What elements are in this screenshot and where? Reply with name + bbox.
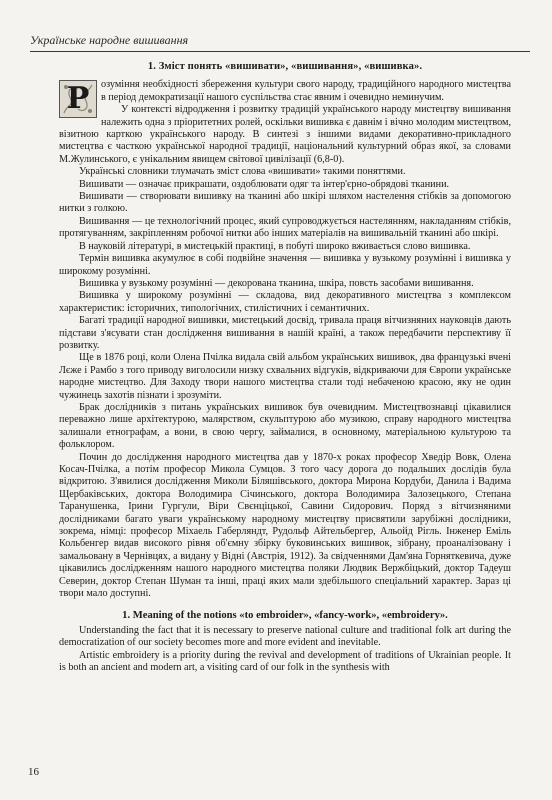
section-gap: [59, 600, 511, 605]
paragraph: Українські словники тлумачать зміст слова «вишивати» такими поняттями.: [79, 166, 406, 178]
paragraph: Вишивка у вузькому розумінні — декорована тканина, шкіра, повсть засобами вишивання.: [79, 277, 474, 289]
paragraph: Ще в 1876 році, коли Олена Пчілка видала свій альбом українських вишивок, два французькі вчені Лєже і Рамбо з того приводу виголосили низку схвальних відгуків, відкриваючи для Європи українське народне мистецтво. Для Заходу твори нашого мистецтва стали тоді небаченою красою, яку не один чужинець захотів пізнати і зрозуміти.: [59, 352, 511, 401]
running-header: Українське народне вишивання: [30, 33, 189, 47]
paragraph-en: Understanding the fact that it is necessary to preserve national culture and traditional folk art during the democratization of our society becomes more and more evident and inevitable.: [59, 624, 511, 649]
paragraph: Брак дослідників з питань українських вишивок був очевидним. Мистецтвознавці цікавилися переважно лише архітектурою, малярством, скульптурою або музикою, справу народного мистецтва залишали етнографам, а вони, в свою чергу, займалися, в основному, матеріальною культурою та фольклором.: [59, 401, 511, 451]
paragraph: В науковій літературі, в мистецькій практиці, в побуті широко вживається слово вишивка.: [79, 240, 471, 252]
page-number: 16: [28, 766, 39, 778]
paragraph: Термін вишивка акумулює в собі подвійне значення — вишивка у вузькому розумінні і вишивка у широкому розумінні.: [59, 253, 511, 277]
paragraph: Вишивання — це технологічний процес, який супроводжується настелянням, накладанням стібків, протягуванням, закріпленням робочої нитки або інших матеріалів на вишивальній тканині або шкірі.: [59, 215, 511, 240]
section-heading-uk: 1. Зміст понять «вишивати», «вишивання», «вишивка».: [147, 61, 423, 72]
section-heading-en: 1. Meaning of the notions «to embroider», «fancy-work», «embroidery».: [122, 610, 448, 622]
header-rule: [30, 51, 530, 52]
intro-paragraph: [59, 79, 511, 117]
page-content: [59, 56, 511, 675]
paragraph: Багаті традиції народної вишивки, мистецький досвід, тривала праця вітчизняних науковців дають підстави з'ясувати стан дослідження вишивання в нашій країні, а також передбачити перспективу її розвитку.: [59, 315, 511, 351]
intro-text: озуміння необхідності збереження культури свого народу, традиційного народного мистецтва в період демократизації нашого суспільства стає явним і очевидно неминучим.: [101, 79, 511, 103]
paragraph: Вишивка у широкому розумінні — складова, вид декоративного мистецтва з комплексом характеристик: історичних, типологічних, стилістичних і семантичних.: [59, 290, 511, 314]
paragraph: Вишивати — означає прикрашати, оздоблювати одяг та інтер'єрно-обрядові тканини.: [79, 178, 450, 190]
paragraph: У контексті відродження і розвитку традицій українського народу мистецтву вишивання належить одна з пріоритетних ролей, оскільки вишивка є давнім і вічно молодим мистецтвом, візитною карткою українського народу. В синтезі з іншими видами декоративно-прикладного мистецтва є часткою української народної традиції, національний культурний образ якої, за словами М.Жулинського, є унікальним явищем світової цивілізації (6,8-0).: [59, 104, 511, 165]
paragraph-en: Artistic embroidery is a priority during the revival and development of traditions of Ukrainian people. It is both an ancient and modern art, a visiting card of our folk in the synthesis with: [59, 649, 511, 674]
paragraph: Почин до дослідження народного мистецтва дав у 1870-х роках професор Хведір Вовк, Олена Косач-Пчілка, а потім професор Микола Сумцов. З того часу дорога до подальших дослідів була відкритою. З'явилися дослідження Миколи Біляшівського, доктора Мирона Кордуби, Данила і Вадима Щербаківських, доктора Володимира Січинського, доктора Володимира Залозецького, Степана Таранушенка, Ірини Гургули, Віри Свєнціцької, Савини Сидорович. Поряд з вітчизняними дослідниками багато уваги українському народному мистецтву присвятили зарубіжні дослідники, зокрема, німці: професор Міхаель Габерляндт, Рудольф Айтельбергер, Альойд Рігль. Інженер Еміль Кольбенгер видав високого рівня об'ємну збірку буковинських вишивок, зібрану, проаналізовану і замальовану в Чернівцях, а видану у Відні (Австрія, 1912). За свідченнями Дам'яна Горняткевича, дуже цікавились дослідженням нашого народного мистецтва поляки Людвик Вержбіцький, доктор Тадеуш Северин, доктор Степан Шуман та інші, праці яких мали здебільшого спеціальний характер. Зараз ці твори мало доступні.: [59, 451, 511, 600]
paragraph: Вишивати — створювати вишивку на тканині або шкірі шляхом настелення стібків за допомогою нитки з голкою.: [59, 191, 511, 215]
ornamental-dropcap: [59, 80, 97, 118]
dropcap-letter: Р: [66, 81, 90, 117]
